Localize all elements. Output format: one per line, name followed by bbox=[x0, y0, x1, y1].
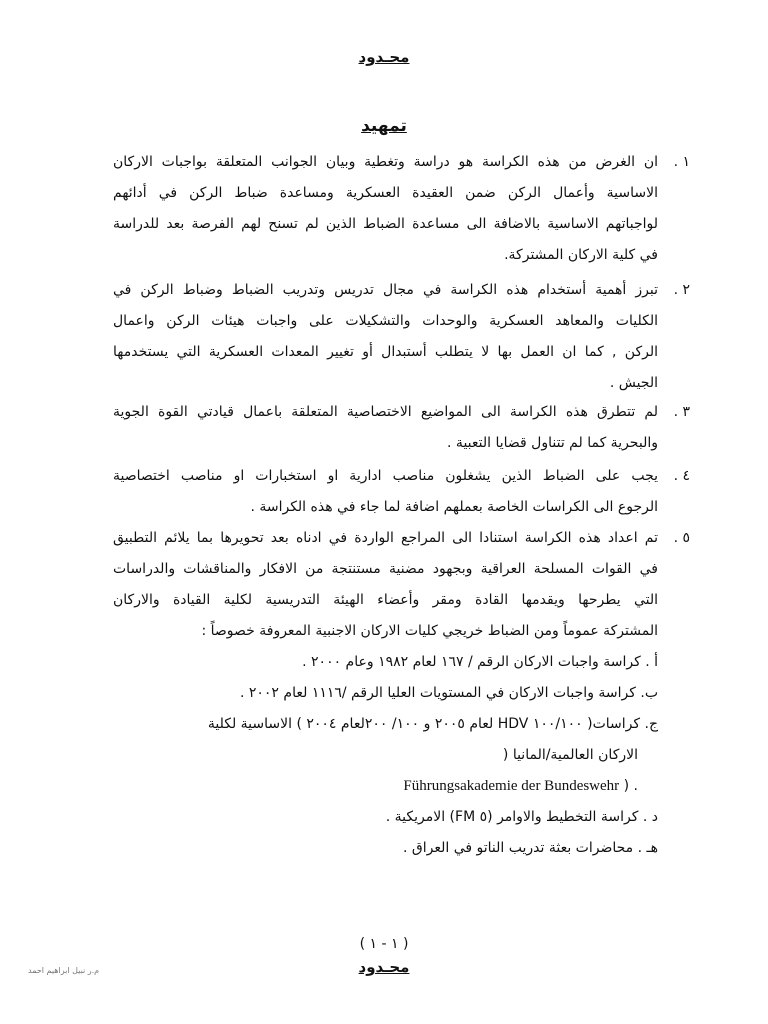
reference-closing: ) . bbox=[623, 778, 638, 794]
paragraph-number: ٣ . bbox=[673, 404, 690, 420]
paragraph-line: يجب على الضباط الذين يشغلون مناصب ادارية او استخبارات او مناصب اختصاصية bbox=[113, 468, 658, 484]
paragraph-1 bbox=[113, 147, 690, 271]
classification-footer: محـدود bbox=[358, 958, 410, 976]
classification-header: محـدود bbox=[358, 48, 410, 66]
author-note: م.ر نبيل ابراهيم احمد bbox=[28, 966, 100, 975]
reference-list bbox=[58, 647, 658, 864]
reference-item: د . كراسة التخطيط والاوامر (٥ FM) الامريكية . bbox=[385, 809, 658, 825]
paragraph-number: ٤ . bbox=[673, 468, 690, 484]
paragraph-line: في القوات المسلحة العراقية وبجهود مضنية مستنتجة من الافكار والمناقشات والدراسات bbox=[113, 561, 658, 577]
paragraph-3 bbox=[113, 397, 690, 459]
paragraph-line: التي يطرحها ويقدمها القادة ومقر وأعضاء الهيئة التدريسية لكلية القيادة والاركان bbox=[113, 592, 658, 608]
paragraph-line: والبحرية كما لم تتناول قضايا التعبية . bbox=[447, 435, 658, 451]
paragraph-4 bbox=[113, 461, 690, 523]
paragraph-number: ١ . bbox=[673, 154, 690, 170]
reference-item: ب. كراسة واجبات الاركان في المستويات العليا الرقم /١١١٦ لعام ٢٠٠٢ . bbox=[239, 685, 658, 701]
paragraph-line: في كلية الاركان المشتركة. bbox=[504, 247, 658, 263]
paragraph-line: تبرز أهمية أستخدام هذه الكراسة في مجال تدريس وتدريب الضباط وضباط الركن في bbox=[113, 282, 658, 298]
page-number: ( ١ - ١ ) bbox=[359, 936, 409, 952]
german-academy-name: Führungsakademie der Bundeswehr bbox=[403, 778, 620, 794]
document-title: تمهيد bbox=[361, 116, 407, 136]
paragraph-line: تم اعداد هذه الكراسة استنادا الى المراجع الواردة في ادناه بعد تحويرها بما يلائم التطبيق bbox=[113, 530, 658, 546]
reference-item: أ . كراسة واجبات الاركان الرقم / ١٦٧ لعام ١٩٨٢ وعام ٢٠٠٠ . bbox=[302, 654, 658, 670]
reference-item: ج. كراسات( ١٠٠/١٠٠ HDV لعام ٢٠٠٥ و ١٠٠/ ٢٠٠لعام ٢٠٠٤ ) الاساسية لكلية bbox=[207, 716, 658, 732]
paragraph-number: ٢ . bbox=[673, 282, 690, 298]
paragraph-line: الكليات والمعاهد العسكرية والوحدات والتشكيلات على واجبات هيئات الركن واعمال bbox=[113, 313, 658, 329]
paragraph-line: الركن , كما ان العمل بها لا يتطلب أستبدال أو تغيير المعدات العسكرية التي يستخدمها bbox=[113, 344, 658, 360]
paragraph-line: الجيش . bbox=[609, 375, 658, 391]
paragraph-line: ان الغرض من هذه الكراسة هو دراسة وتغطية وبيان الجوانب المتعلقة بواجبات الاركان bbox=[113, 154, 658, 170]
paragraph-2 bbox=[113, 275, 690, 399]
reference-item: هـ . محاضرات بعثة تدريب الناتو في العراق . bbox=[402, 840, 658, 856]
reference-item: الاركان العالمية/المانيا ( bbox=[502, 747, 638, 763]
paragraph-line: المشتركة عموماً ومن الضباط خريجي كليات الاركان الاجنبية المعروفة خصوصاً : bbox=[201, 623, 658, 639]
paragraph-line: الرجوع الى الكراسات الخاصة بعملهم اضافة لما جاء في هذه الكراسة . bbox=[250, 499, 658, 515]
paragraph-number: ٥ . bbox=[673, 530, 690, 546]
paragraph-5 bbox=[113, 523, 690, 647]
paragraph-line: لم تتطرق هذه الكراسة الى المواضيع الاختصاصية المتعلقة باعمال قيادتي القوة الجوية bbox=[113, 404, 658, 420]
paragraph-line: لواجباتهم الاساسية بالاضافة الى مساعدة الضباط الذين لم تسنح لهم الفرصة بعد للدراسة bbox=[113, 216, 658, 232]
reference-item-german bbox=[58, 771, 658, 802]
paragraph-line: الاساسية وأعمال الركن ضمن العقيدة العسكرية ومساعدة ضباط الركن في أدائهم bbox=[113, 185, 658, 201]
